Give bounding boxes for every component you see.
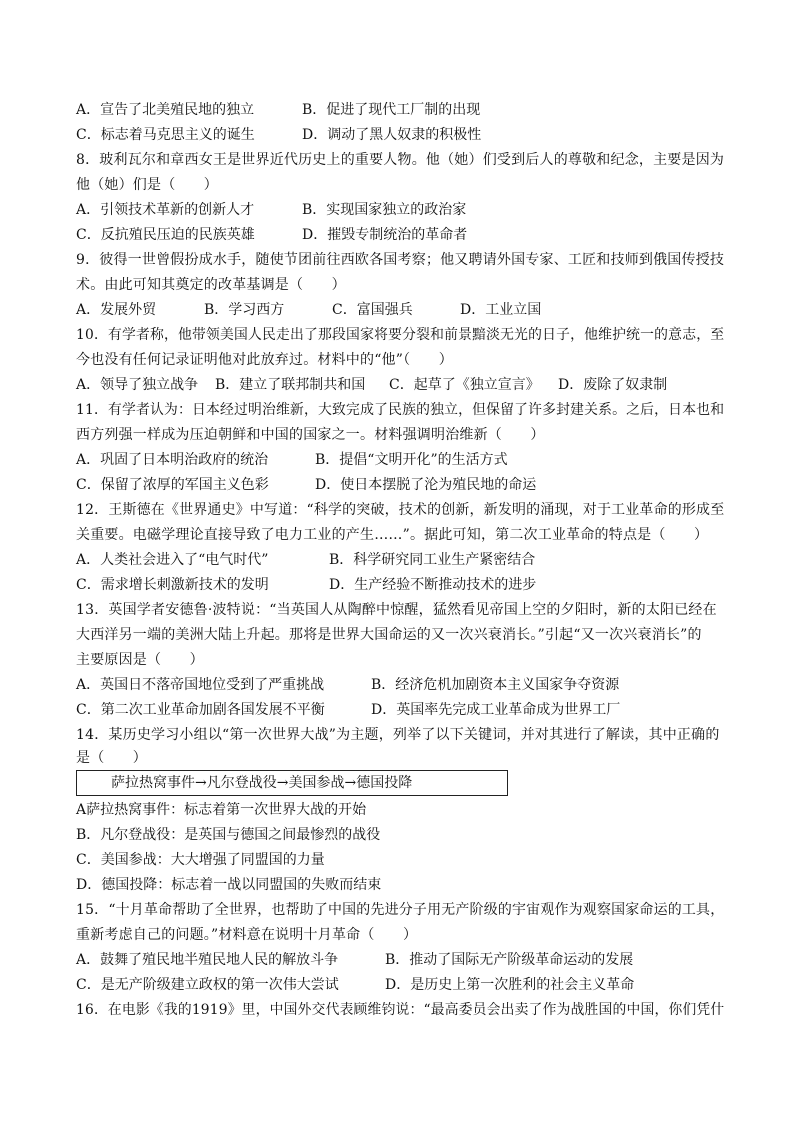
q16-stem-line1: 16．在电影《我的1919》里，中国外交代表顾维钧说：“最高委员会出卖了作为战胜国的中国，你们凭什 bbox=[76, 1002, 725, 1018]
q13-option-d: D．英国率先完成工业革命成为世界工厂 bbox=[371, 702, 621, 718]
q10-option-b: B．建立了联邦制共和国 bbox=[215, 377, 366, 393]
q14-keyword-box bbox=[76, 770, 508, 796]
q15-option-d: D．是历史上第一次胜利的社会主义革命 bbox=[385, 977, 635, 993]
q11-stem-line1: 11．有学者认为：日本经过明治维新，大致完成了民族的独立，但保留了许多封建关系。之后，日本也和 bbox=[76, 402, 725, 418]
q11-option-b: B．提倡“文明开化”的生活方式 bbox=[315, 452, 508, 468]
q10-stem-line2: 今也没有任何记录证明他对此放弃过。材料中的“他”（ ） bbox=[76, 352, 453, 368]
q8-option-a: A．引领技术革新的创新人才 bbox=[76, 202, 255, 218]
q10-option-a: A．领导了独立战争 bbox=[76, 377, 199, 393]
q8-option-d: D．摧毁专制统治的革命者 bbox=[302, 227, 468, 243]
q9-option-d: D．工业立国 bbox=[460, 302, 542, 318]
q15-option-a: A．鼓舞了殖民地半殖民地人民的解放斗争 bbox=[76, 952, 339, 968]
q8-option-c: C．反抗殖民压迫的民族英雄 bbox=[76, 227, 255, 243]
q7-option-d: D．调动了黑人奴隶的积极性 bbox=[302, 127, 482, 143]
q8-stem-line2: 他（她）们是（ ） bbox=[76, 177, 218, 193]
q12-option-b: B．科学研究同工业生产紧密结合 bbox=[329, 552, 536, 568]
q8-option-b: B．实现国家独立的政治家 bbox=[302, 202, 467, 218]
q9-option-b: B．学习西方 bbox=[204, 302, 285, 318]
q14-option-b: B．凡尔登战役：是英国与德国之间最惨烈的战役 bbox=[76, 827, 381, 843]
q15-option-c: C．是无产阶级建立政权的第一次伟大尝试 bbox=[76, 977, 339, 993]
q12-stem-line1: 12．王斯德在《世界通史》中写道：“科学的突破，技术的创新，新发明的涌现，对于工业革命的形成至 bbox=[76, 502, 725, 518]
q11-option-a: A．巩固了日本明治政府的统治 bbox=[76, 452, 269, 468]
q9-stem-line2: 术。由此可知其奠定的改革基调是（ ） bbox=[76, 277, 346, 293]
q7-option-a: A．宣告了北美殖民地的独立 bbox=[76, 102, 255, 118]
q14-option-d: D．德国投降：标志着一战以同盟国的失败而结束 bbox=[76, 877, 382, 893]
q13-option-b: B．经济危机加剧资本主义国家争夺资源 bbox=[371, 677, 620, 693]
q13-stem-line1: 13．英国学者安德鲁·波特说：“当英国人从陶醉中惊醒，猛然看见帝国上空的夕阳时，新的太阳已经在 bbox=[76, 602, 717, 618]
q12-option-c: C．需求增长刺激新技术的发明 bbox=[76, 577, 269, 593]
q11-option-d: D．使日本摆脱了沦为殖民地的命运 bbox=[315, 477, 537, 493]
q13-stem-line2: 大西洋另一端的美洲大陆上升起。那将是世界大国命运的又一次兴衰消长。”引起“又一次兴衰消长”的 bbox=[76, 627, 702, 643]
q11-stem-line2: 西方列强一样成为压迫朝鲜和中国的国家之一。材料强调明治维新（ ） bbox=[76, 427, 545, 443]
q13-option-a: A．英国日不落帝国地位受到了严重挑战 bbox=[76, 677, 325, 693]
q13-stem-line3: 主要原因是（ ） bbox=[76, 652, 204, 668]
q8-stem-line1: 8．玻利瓦尔和章西女王是世界近代历史上的重要人物。他（她）们受到后人的尊敬和纪念，主要是因为 bbox=[76, 152, 725, 168]
q12-stem-line2: 关重要。电磁学理论直接导致了电力工业的产生……”。据此可知，第二次工业革命的特点是（ ） bbox=[76, 527, 709, 543]
q13-option-c: C．第二次工业革命加剧各国发展不平衡 bbox=[76, 702, 325, 718]
q15-stem-line1: 15．“十月革命帮助了全世界，也帮助了中国的先进分子用无产阶级的宇宙观作为观察国家命运的工具， bbox=[76, 902, 725, 918]
q7-option-b: B．促进了现代工厂制的出现 bbox=[302, 102, 481, 118]
q10-stem-line1: 10．有学者称，他带领美国人民走出了那段国家将要分裂和前景黯淡无光的日子，他维护统一的意志，至 bbox=[76, 327, 725, 343]
q14-stem-line2: 是（ ） bbox=[76, 750, 147, 766]
q7-option-c: C．标志着马克思主义的诞生 bbox=[76, 127, 255, 143]
q14-option-a: A萨拉热窝事件：标志着第一次世界大战的开始 bbox=[76, 802, 367, 818]
q12-option-a: A．人类社会进入了“电气时代” bbox=[76, 552, 269, 568]
q12-option-d: D．生产经验不断推动技术的进步 bbox=[329, 577, 537, 593]
q14-option-c: C．美国参战：大大增强了同盟国的力量 bbox=[76, 852, 325, 868]
q9-option-c: C．富国强兵 bbox=[332, 302, 413, 318]
q11-option-c: C．保留了浓厚的军国主义色彩 bbox=[76, 477, 269, 493]
q10-option-c: C．起草了《独立宣言》 bbox=[389, 377, 540, 393]
q9-stem-line1: 9．彼得一世曾假扮成水手，随使节团前往西欧各国考察；他又聘请外国专家、工匠和技师到俄国传授技 bbox=[76, 252, 725, 268]
q10-option-d: D．废除了奴隶制 bbox=[558, 377, 668, 393]
q9-option-a: A．发展外贸 bbox=[76, 302, 157, 318]
q15-option-b: B．推动了国际无产阶级革命运动的发展 bbox=[385, 952, 634, 968]
q14-stem-line1: 14．某历史学习小组以“第一次世界大战”为主题，列举了以下关键词，并对其进行了解读，其中正确的 bbox=[76, 727, 720, 743]
q14-keyword-text: 萨拉热窝事件→凡尔登战役→美国参战→德国投降 bbox=[111, 775, 413, 791]
q15-stem-line2: 重新考虑自己的问题。”材料意在说明十月革命（ ） bbox=[76, 927, 418, 943]
